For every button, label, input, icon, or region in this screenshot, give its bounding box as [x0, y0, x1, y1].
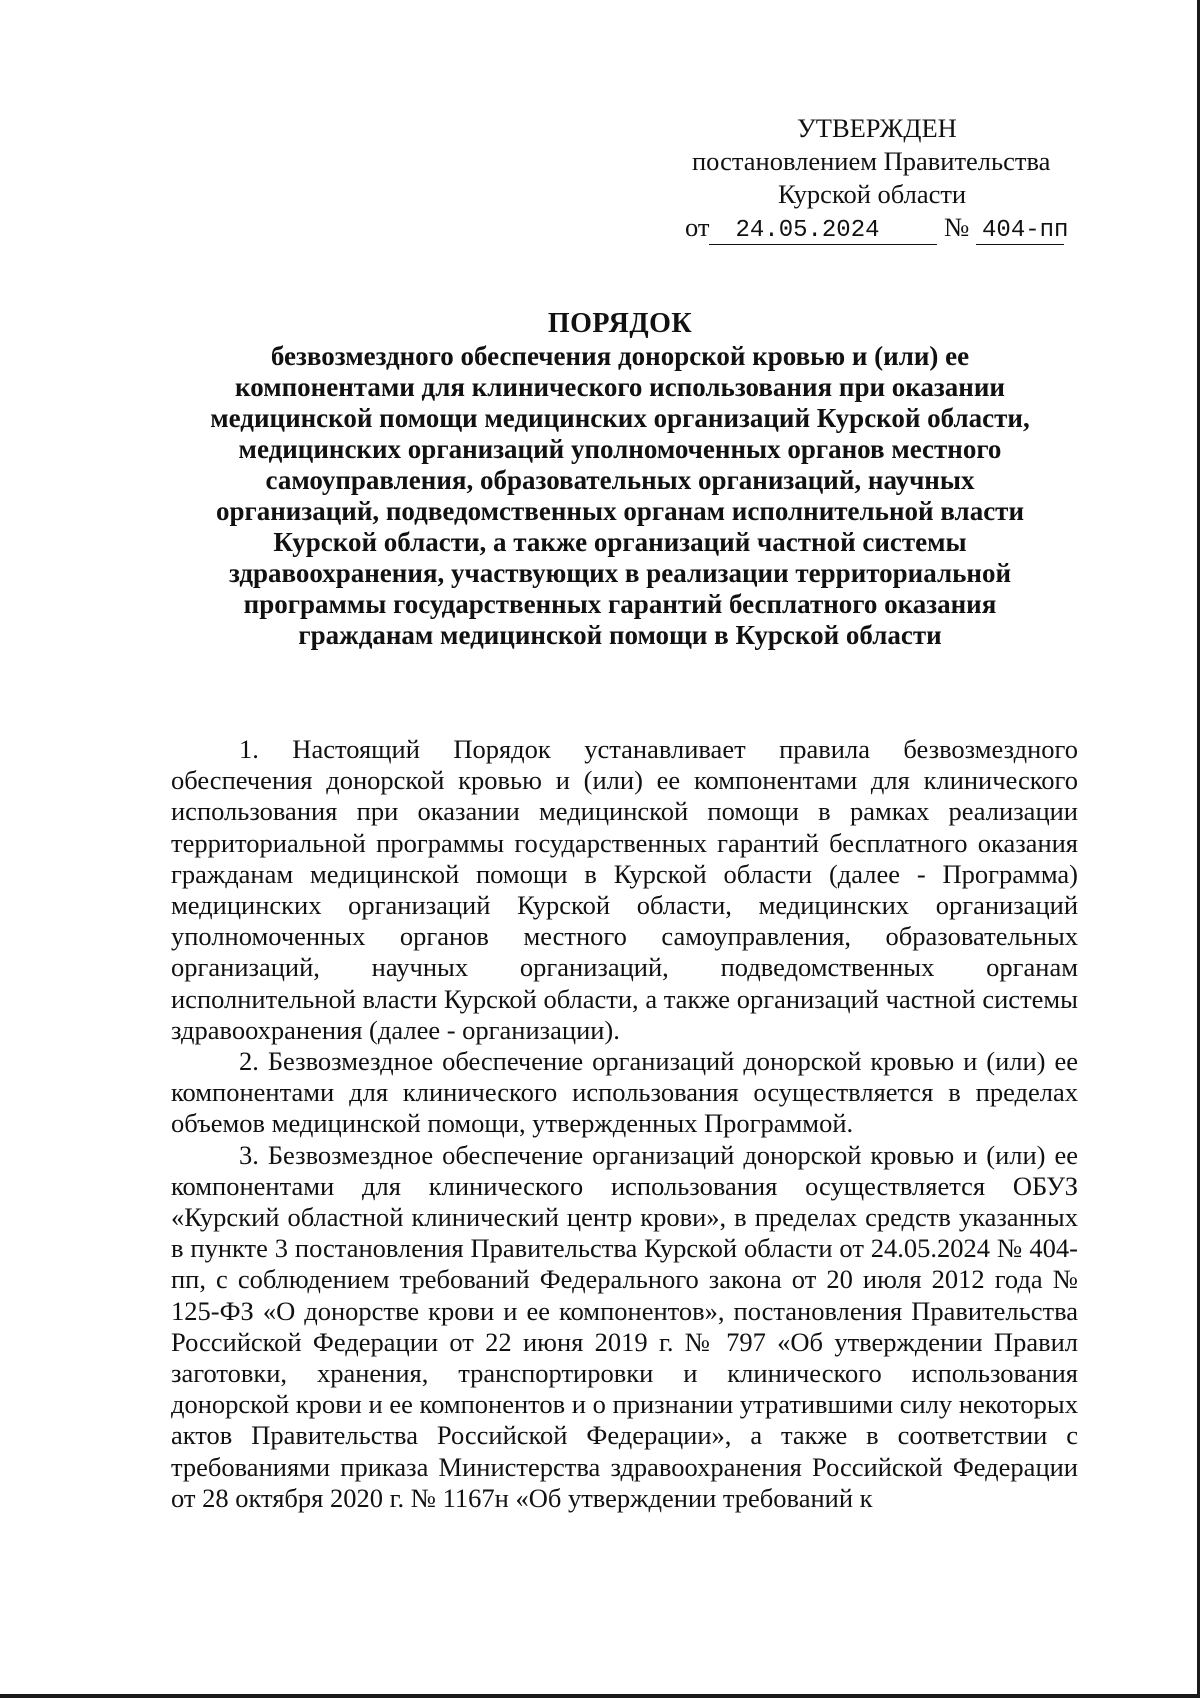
paragraph-1: 1. Настоящий Порядок устанавливает правила безвозмездного обеспечения донорской кровью и (или) ее компонентами для клинического использования при оказании медицинской помощи в рамках реализации территориальной программы государственных гарантий бесплатного оказания гражданам медицинской помощи в Курской области (далее - Программа) медицинских организаций Курской области, медицинских организаций уполномоченных органов местного самоуправления, образовательных организаций, научных организаций, подведомственных органам исполнительной власти Курской области, а также организаций частной системы здравоохранения (далее - организации).: [171, 734, 1078, 1045]
approval-block: [640, 112, 1080, 245]
title-line: здравоохранения, участвующих в реализации территориальной: [228, 558, 1012, 588]
title-line: компонентами для клинического использования при оказании: [235, 372, 1005, 402]
paragraph-3: 3. Безвозмездное обеспечение организаций донорской кровью и (или) ее компонентами для клинического использования осуществляется ОБУЗ «Курский областной клинический центр крови», в пределах средств указанных в пункте 3 постановления Правительства Курской области от 24.05.2024 № 404-пп, с соблюдением требований Федерального закона от 20 июля 2012 года № 125-ФЗ «О донорстве крови и ее компонентов», постановления Правительства Российской Федерации от 22 июня 2019 г. № 797 «Об утверждении Правил заготовки, хранения, транспортировки и клинического использования донорской крови и ее компонентов и о признании утратившими силу некоторых актов Правительства Российской Федерации», а также в соответствии с требованиями приказа Министерства здравоохранения Российской Федерации от 28 октября 2020 г. № 1167н «Об утверждении требований к: [171, 1139, 1078, 1513]
approval-date-line: [640, 211, 1080, 245]
title-line: безвозмездного обеспечения донорской кровью и (или) ее: [270, 341, 970, 371]
approval-number: 404-пп: [976, 218, 1064, 245]
document-body: [171, 734, 1078, 1514]
title-line: программы государственных гарантий бесплатного оказания: [243, 589, 997, 619]
approval-by-line-1: постановлением Правительства: [692, 146, 1051, 176]
title-heading: ПОРЯДОК: [547, 308, 693, 339]
approval-date: 24.05.2024: [709, 218, 937, 245]
title-line: гражданам медицинской помощи в Курской области: [298, 620, 942, 650]
approval-by-line-2: Курской области: [778, 179, 967, 209]
document-title: [140, 308, 1100, 651]
date-prefix: от: [685, 212, 710, 242]
approval-title: УТВЕРЖДЕН: [797, 113, 957, 143]
scan-edge-bottom: [0, 1694, 1200, 1698]
paragraph-2: 2. Безвозмездное обеспечение организаций донорской кровью и (или) ее компонентами для клинического использования осуществляется в пределах объемов медицинской помощи, утвержденных Программой.: [171, 1046, 1078, 1139]
title-line: Курской области, а также организаций частной системы: [273, 527, 967, 557]
number-prefix: №: [944, 212, 970, 242]
title-line: организаций, подведомственных органам исполнительной власти: [215, 496, 1025, 526]
title-line: медицинских организаций уполномоченных органов местного: [238, 434, 1002, 464]
title-line: медицинской помощи медицинских организаций Курской области,: [210, 403, 1030, 433]
title-line: самоуправления, образовательных организаций, научных: [265, 465, 975, 495]
